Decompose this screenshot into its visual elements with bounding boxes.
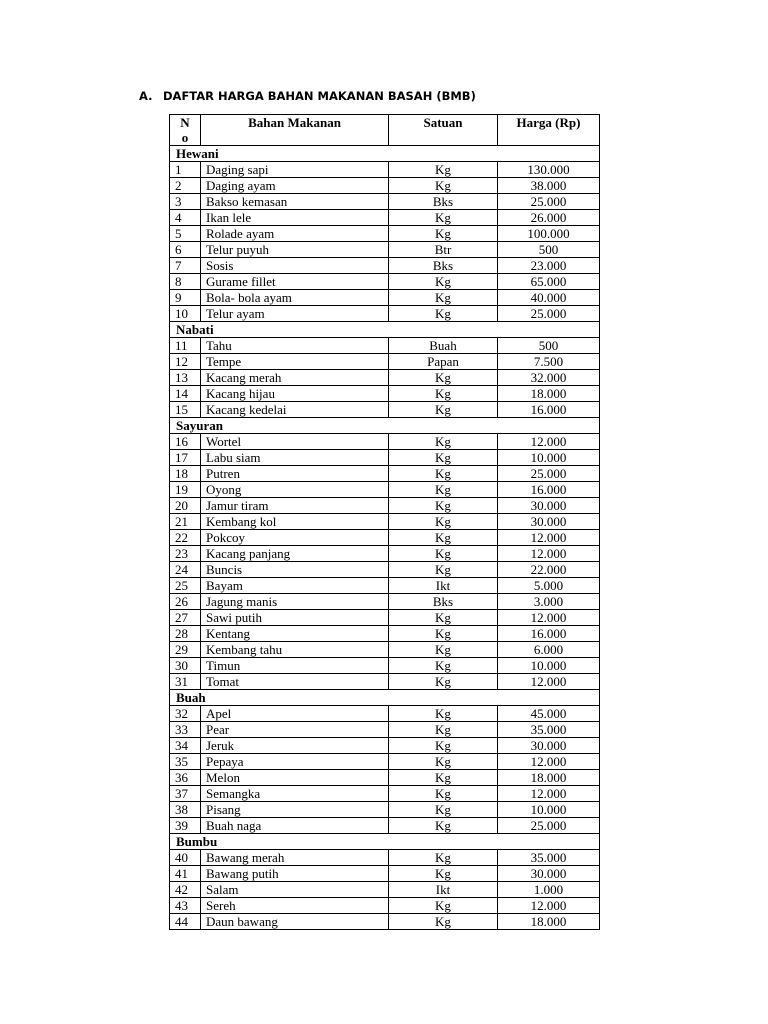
item-name-cell: Pepaya [201, 754, 389, 770]
price-cell: 12.000 [498, 674, 600, 690]
category-row [170, 834, 600, 850]
item-name-cell: Jamur tiram [201, 498, 389, 514]
row-number-cell: 4 [170, 210, 201, 226]
unit-cell: Kg [389, 866, 498, 882]
item-name-cell: Gurame fillet [201, 274, 389, 290]
price-cell: 25.000 [498, 818, 600, 834]
row-number-cell: 26 [170, 594, 201, 610]
item-name-cell: Telur ayam [201, 306, 389, 322]
unit-cell: Kg [389, 626, 498, 642]
table-row [170, 706, 600, 722]
table-row [170, 722, 600, 738]
row-number-cell: 2 [170, 178, 201, 194]
row-number-cell: 17 [170, 450, 201, 466]
price-cell: 45.000 [498, 706, 600, 722]
table-row [170, 658, 600, 674]
unit-cell: Kg [389, 290, 498, 306]
item-name-cell: Tempe [201, 354, 389, 370]
row-number-cell: 41 [170, 866, 201, 882]
row-number-cell: 19 [170, 482, 201, 498]
row-number-cell: 1 [170, 162, 201, 178]
row-number-cell: 38 [170, 802, 201, 818]
row-number-cell: 25 [170, 578, 201, 594]
price-cell: 12.000 [498, 610, 600, 626]
table-row [170, 626, 600, 642]
price-cell: 16.000 [498, 626, 600, 642]
item-name-cell: Kacang kedelai [201, 402, 389, 418]
table-row [170, 866, 600, 882]
unit-cell: Kg [389, 498, 498, 514]
heading-letter: A. [139, 89, 153, 103]
row-number-cell: 12 [170, 354, 201, 370]
table-row [170, 434, 600, 450]
price-cell: 30.000 [498, 866, 600, 882]
row-number-cell: 8 [170, 274, 201, 290]
table-row [170, 482, 600, 498]
row-number-cell: 28 [170, 626, 201, 642]
table-row [170, 306, 600, 322]
row-number-cell: 40 [170, 850, 201, 866]
row-number-cell: 21 [170, 514, 201, 530]
item-name-cell: Semangka [201, 786, 389, 802]
row-number-cell: 24 [170, 562, 201, 578]
table-row [170, 898, 600, 914]
table-row [170, 562, 600, 578]
price-cell: 30.000 [498, 498, 600, 514]
price-cell: 30.000 [498, 514, 600, 530]
table-row [170, 914, 600, 930]
unit-cell: Kg [389, 898, 498, 914]
heading-title: DAFTAR HARGA BAHAN MAKANAN BASAH (BMB) [163, 89, 476, 103]
item-name-cell: Bawang putih [201, 866, 389, 882]
table-row [170, 402, 600, 418]
item-name-cell: Bayam [201, 578, 389, 594]
item-name-cell: Jagung manis [201, 594, 389, 610]
unit-cell: Kg [389, 370, 498, 386]
item-name-cell: Jeruk [201, 738, 389, 754]
item-name-cell: Buah naga [201, 818, 389, 834]
unit-cell: Btr [389, 242, 498, 258]
unit-cell: Kg [389, 786, 498, 802]
price-cell: 18.000 [498, 914, 600, 930]
row-number-cell: 15 [170, 402, 201, 418]
row-number-cell: 18 [170, 466, 201, 482]
price-cell: 12.000 [498, 786, 600, 802]
table-row [170, 194, 600, 210]
table-row [170, 450, 600, 466]
unit-cell: Bks [389, 194, 498, 210]
category-label: Bumbu [170, 834, 600, 850]
table-row [170, 850, 600, 866]
unit-cell: Kg [389, 802, 498, 818]
row-number-cell: 11 [170, 338, 201, 354]
unit-cell: Kg [389, 770, 498, 786]
row-number-cell: 20 [170, 498, 201, 514]
table-row [170, 610, 600, 626]
item-name-cell: Kentang [201, 626, 389, 642]
unit-cell: Bks [389, 594, 498, 610]
table-row [170, 258, 600, 274]
unit-cell: Kg [389, 706, 498, 722]
unit-cell: Kg [389, 386, 498, 402]
table-header-row [170, 115, 600, 146]
unit-cell: Kg [389, 434, 498, 450]
unit-cell: Kg [389, 178, 498, 194]
table-row [170, 578, 600, 594]
row-number-cell: 35 [170, 754, 201, 770]
price-cell: 5.000 [498, 578, 600, 594]
table-row [170, 162, 600, 178]
table-row [170, 226, 600, 242]
header-unit: Satuan [389, 115, 498, 146]
unit-cell: Bks [389, 258, 498, 274]
table-row [170, 770, 600, 786]
price-cell: 25.000 [498, 306, 600, 322]
price-cell: 35.000 [498, 722, 600, 738]
unit-cell: Kg [389, 402, 498, 418]
item-name-cell: Daging sapi [201, 162, 389, 178]
price-cell: 16.000 [498, 402, 600, 418]
unit-cell: Kg [389, 450, 498, 466]
item-name-cell: Bawang merah [201, 850, 389, 866]
category-row [170, 690, 600, 706]
price-cell: 26.000 [498, 210, 600, 226]
table-row [170, 818, 600, 834]
item-name-cell: Daging ayam [201, 178, 389, 194]
item-name-cell: Kembang tahu [201, 642, 389, 658]
item-name-cell: Tahu [201, 338, 389, 354]
unit-cell: Kg [389, 162, 498, 178]
table-row [170, 882, 600, 898]
item-name-cell: Pear [201, 722, 389, 738]
header-item: Bahan Makanan [201, 115, 389, 146]
price-cell: 18.000 [498, 770, 600, 786]
table-row [170, 802, 600, 818]
row-number-cell: 29 [170, 642, 201, 658]
unit-cell: Kg [389, 850, 498, 866]
price-cell: 38.000 [498, 178, 600, 194]
row-number-cell: 6 [170, 242, 201, 258]
item-name-cell: Bola- bola ayam [201, 290, 389, 306]
unit-cell: Kg [389, 546, 498, 562]
unit-cell: Kg [389, 514, 498, 530]
row-number-cell: 3 [170, 194, 201, 210]
row-number-cell: 23 [170, 546, 201, 562]
row-number-cell: 14 [170, 386, 201, 402]
price-cell: 30.000 [498, 738, 600, 754]
unit-cell: Kg [389, 754, 498, 770]
table-row [170, 370, 600, 386]
item-name-cell: Wortel [201, 434, 389, 450]
unit-cell: Kg [389, 818, 498, 834]
unit-cell: Kg [389, 738, 498, 754]
price-cell: 500 [498, 338, 600, 354]
row-number-cell: 10 [170, 306, 201, 322]
row-number-cell: 44 [170, 914, 201, 930]
row-number-cell: 27 [170, 610, 201, 626]
table-row [170, 338, 600, 354]
row-number-cell: 5 [170, 226, 201, 242]
row-number-cell: 34 [170, 738, 201, 754]
item-name-cell: Melon [201, 770, 389, 786]
item-name-cell: Rolade ayam [201, 226, 389, 242]
item-name-cell: Telur puyuh [201, 242, 389, 258]
category-row [170, 322, 600, 338]
item-name-cell: Buncis [201, 562, 389, 578]
row-number-cell: 42 [170, 882, 201, 898]
price-cell: 10.000 [498, 658, 600, 674]
table-row [170, 786, 600, 802]
item-name-cell: Pokcoy [201, 530, 389, 546]
item-name-cell: Sosis [201, 258, 389, 274]
price-cell: 130.000 [498, 162, 600, 178]
category-label: Buah [170, 690, 600, 706]
price-cell: 500 [498, 242, 600, 258]
price-cell: 6.000 [498, 642, 600, 658]
item-name-cell: Apel [201, 706, 389, 722]
category-label: Hewani [170, 146, 600, 162]
price-cell: 40.000 [498, 290, 600, 306]
price-cell: 12.000 [498, 434, 600, 450]
item-name-cell: Sawi putih [201, 610, 389, 626]
row-number-cell: 13 [170, 370, 201, 386]
category-label: Nabati [170, 322, 600, 338]
unit-cell: Kg [389, 722, 498, 738]
item-name-cell: Putren [201, 466, 389, 482]
price-cell: 10.000 [498, 450, 600, 466]
item-name-cell: Tomat [201, 674, 389, 690]
table-row [170, 738, 600, 754]
table-row [170, 274, 600, 290]
unit-cell: Kg [389, 562, 498, 578]
row-number-cell: 31 [170, 674, 201, 690]
table-row [170, 178, 600, 194]
table-row [170, 530, 600, 546]
row-number-cell: 43 [170, 898, 201, 914]
item-name-cell: Kacang merah [201, 370, 389, 386]
item-name-cell: Kembang kol [201, 514, 389, 530]
unit-cell: Kg [389, 482, 498, 498]
table-row [170, 514, 600, 530]
unit-cell: Kg [389, 466, 498, 482]
unit-cell: Kg [389, 914, 498, 930]
price-cell: 12.000 [498, 546, 600, 562]
category-row [170, 418, 600, 434]
unit-cell: Kg [389, 226, 498, 242]
price-cell: 12.000 [498, 754, 600, 770]
price-cell: 23.000 [498, 258, 600, 274]
price-cell: 12.000 [498, 530, 600, 546]
document-heading [139, 88, 476, 104]
unit-cell: Kg [389, 674, 498, 690]
row-number-cell: 39 [170, 818, 201, 834]
unit-cell: Kg [389, 274, 498, 290]
item-name-cell: Kacang panjang [201, 546, 389, 562]
price-cell: 7.500 [498, 354, 600, 370]
unit-cell: Kg [389, 306, 498, 322]
unit-cell: Kg [389, 642, 498, 658]
item-name-cell: Kacang hijau [201, 386, 389, 402]
price-cell: 18.000 [498, 386, 600, 402]
row-number-cell: 9 [170, 290, 201, 306]
unit-cell: Ikt [389, 882, 498, 898]
item-name-cell: Timun [201, 658, 389, 674]
price-cell: 32.000 [498, 370, 600, 386]
unit-cell: Kg [389, 610, 498, 626]
table-body [170, 146, 600, 930]
table-row [170, 242, 600, 258]
price-table [169, 114, 600, 930]
header-no: No [170, 115, 201, 146]
price-cell: 1.000 [498, 882, 600, 898]
category-row [170, 146, 600, 162]
item-name-cell: Salam [201, 882, 389, 898]
price-cell: 25.000 [498, 466, 600, 482]
table-row [170, 674, 600, 690]
table-row [170, 642, 600, 658]
item-name-cell: Ikan lele [201, 210, 389, 226]
item-name-cell: Oyong [201, 482, 389, 498]
table-row [170, 386, 600, 402]
row-number-cell: 16 [170, 434, 201, 450]
unit-cell: Kg [389, 210, 498, 226]
header-price: Harga (Rp) [498, 115, 600, 146]
table-row [170, 754, 600, 770]
unit-cell: Kg [389, 530, 498, 546]
table-row [170, 466, 600, 482]
price-cell: 16.000 [498, 482, 600, 498]
unit-cell: Ikt [389, 578, 498, 594]
table-row [170, 546, 600, 562]
row-number-cell: 22 [170, 530, 201, 546]
item-name-cell: Bakso kemasan [201, 194, 389, 210]
row-number-cell: 37 [170, 786, 201, 802]
price-cell: 35.000 [498, 850, 600, 866]
price-cell: 22.000 [498, 562, 600, 578]
price-cell: 65.000 [498, 274, 600, 290]
item-name-cell: Pisang [201, 802, 389, 818]
price-cell: 25.000 [498, 194, 600, 210]
row-number-cell: 30 [170, 658, 201, 674]
item-name-cell: Sereh [201, 898, 389, 914]
price-cell: 100.000 [498, 226, 600, 242]
row-number-cell: 7 [170, 258, 201, 274]
table-row [170, 498, 600, 514]
item-name-cell: Labu siam [201, 450, 389, 466]
price-cell: 12.000 [498, 898, 600, 914]
price-cell: 3.000 [498, 594, 600, 610]
row-number-cell: 33 [170, 722, 201, 738]
table-row [170, 290, 600, 306]
row-number-cell: 36 [170, 770, 201, 786]
category-label: Sayuran [170, 418, 600, 434]
table-row [170, 354, 600, 370]
unit-cell: Kg [389, 658, 498, 674]
price-cell: 10.000 [498, 802, 600, 818]
table-row [170, 210, 600, 226]
row-number-cell: 32 [170, 706, 201, 722]
unit-cell: Buah [389, 338, 498, 354]
unit-cell: Papan [389, 354, 498, 370]
table-row [170, 594, 600, 610]
item-name-cell: Daun bawang [201, 914, 389, 930]
